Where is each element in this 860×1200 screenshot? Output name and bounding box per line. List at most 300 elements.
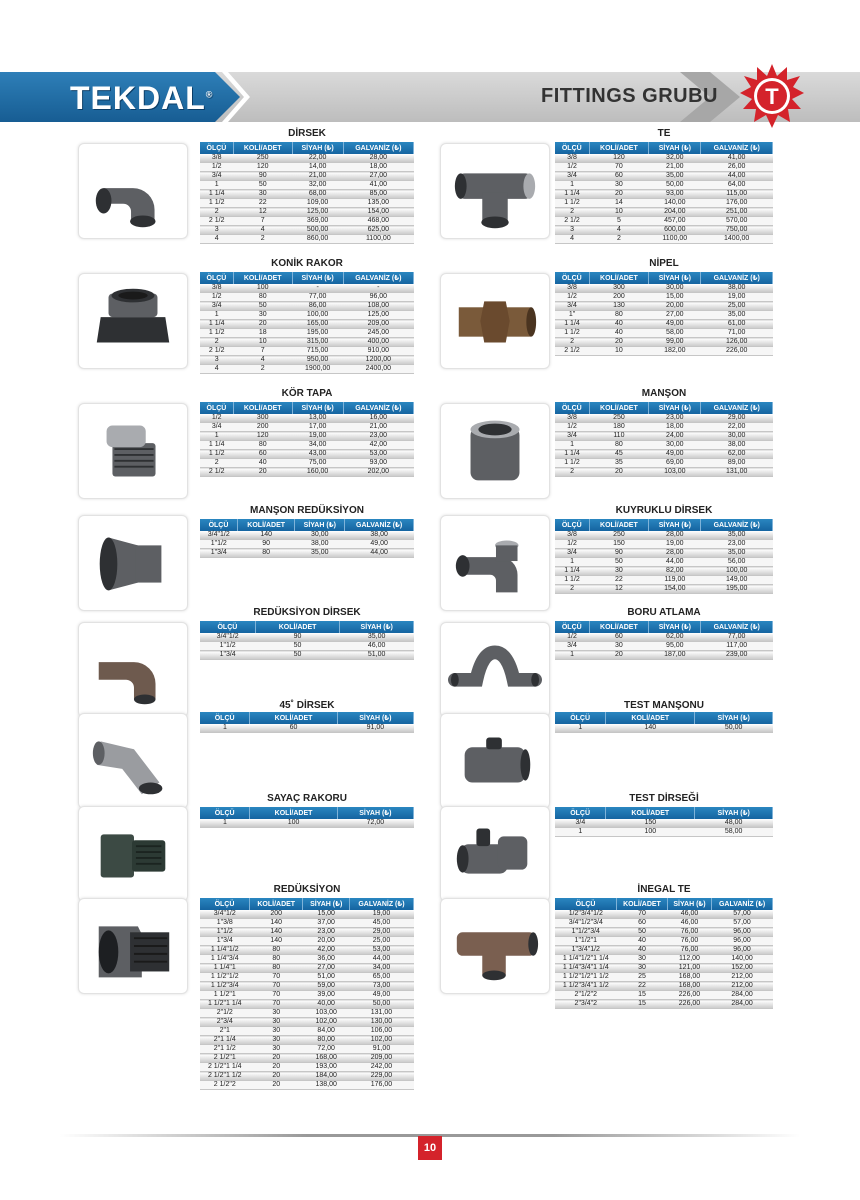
- table-cell: 120: [233, 163, 292, 172]
- table-cell: 154,00: [343, 208, 413, 217]
- table-cell: 42,00: [303, 946, 350, 955]
- table-cell: 60: [589, 633, 649, 642]
- table-row: [555, 468, 773, 477]
- table-cell: 20,00: [303, 937, 350, 946]
- table-cell: 195,00: [292, 329, 343, 338]
- table-cell: 119,00: [649, 576, 701, 585]
- table-cell: 2: [200, 459, 233, 468]
- column-header: KOLİ/ADET: [233, 272, 292, 284]
- table-cell: 100: [606, 828, 695, 837]
- table-cell: 50: [233, 181, 292, 190]
- table-cell: 1: [555, 651, 589, 660]
- table-cell: 29,00: [349, 928, 413, 937]
- price-table: [200, 621, 414, 660]
- table-row: [200, 338, 414, 347]
- table-cell: 30: [250, 1036, 303, 1045]
- column-header: GALVANİZ (₺): [345, 519, 414, 531]
- table-cell: 168,00: [667, 973, 711, 982]
- product-title: BORU ATLAMA: [627, 607, 701, 618]
- table-cell: 19,00: [349, 910, 413, 919]
- table-cell: 1 1/4"1: [200, 964, 250, 973]
- product-title: TEST MANŞONU: [624, 700, 704, 711]
- table-cell: 72,00: [337, 819, 413, 828]
- table-cell: 41,00: [343, 181, 413, 190]
- column-header: GALVANİZ (₺): [349, 898, 413, 910]
- product-photo: [78, 713, 188, 809]
- table-cell: 1 1/4: [555, 567, 589, 576]
- table-cell: 30: [589, 567, 649, 576]
- table-row: [555, 441, 773, 450]
- table-cell: 103,00: [649, 468, 701, 477]
- table-row: [555, 540, 773, 549]
- table-cell: 3/8: [555, 284, 589, 293]
- table-cell: 20,00: [649, 302, 701, 311]
- product-title: KÖR TAPA: [281, 388, 333, 399]
- price-table-header: [200, 621, 414, 633]
- table-cell: 1/2: [555, 423, 589, 432]
- table-cell: 112,00: [667, 955, 711, 964]
- column-header: ÖLÇÜ: [555, 898, 617, 910]
- table-cell: 4: [233, 226, 292, 235]
- table-cell: 77,00: [292, 293, 343, 302]
- table-cell: 1": [555, 311, 589, 320]
- table-cell: 3/4: [200, 172, 233, 181]
- table-row: [200, 468, 414, 477]
- socket-fitting-icon: [441, 404, 549, 498]
- table-cell: 68,00: [292, 190, 343, 199]
- price-table: [555, 402, 773, 477]
- table-cell: 3/8: [555, 531, 589, 540]
- product-title: 45˚ DİRSEK: [279, 700, 335, 711]
- table-cell: -: [292, 284, 343, 293]
- table-cell: 2: [200, 208, 233, 217]
- brand-badge-icon: [740, 64, 804, 128]
- table-cell: 200: [233, 423, 292, 432]
- table-cell: 750,00: [701, 226, 773, 235]
- product-photo: [440, 713, 550, 809]
- column-header: GALVANİZ (₺): [343, 142, 413, 154]
- table-cell: 1: [555, 724, 606, 733]
- column-header: KOLİ/ADET: [250, 898, 303, 910]
- column-header: KOLİ/ADET: [250, 712, 337, 724]
- table-cell: 152,00: [712, 964, 773, 973]
- table-cell: 30: [250, 1018, 303, 1027]
- table-cell: 21,00: [343, 423, 413, 432]
- product-title: TE: [657, 128, 671, 139]
- table-cell: 500,00: [292, 226, 343, 235]
- table-row: [555, 585, 773, 594]
- table-cell: 284,00: [712, 1000, 773, 1009]
- table-cell: 29,00: [701, 414, 773, 423]
- table-cell: 2: [555, 208, 589, 217]
- table-row: [555, 432, 773, 441]
- table-cell: 70: [589, 163, 649, 172]
- table-cell: 2400,00: [343, 365, 413, 374]
- table-row: [200, 235, 414, 244]
- test-socket-icon: [441, 714, 549, 808]
- table-cell: 20: [589, 338, 649, 347]
- price-table: [555, 621, 773, 660]
- table-row: [200, 284, 414, 293]
- table-row: [200, 423, 414, 432]
- table-cell: 20: [233, 320, 292, 329]
- table-cell: 110: [589, 432, 649, 441]
- table-cell: 121,00: [667, 964, 711, 973]
- table-cell: 3/4: [555, 172, 589, 181]
- table-cell: 41,00: [701, 154, 773, 163]
- column-header: ÖLÇÜ: [555, 519, 589, 531]
- table-cell: 70: [250, 973, 303, 982]
- table-cell: 30,00: [649, 284, 701, 293]
- table-row: [555, 320, 773, 329]
- price-table-header: [555, 272, 773, 284]
- table-row: [555, 910, 773, 919]
- price-table-header: [200, 807, 414, 819]
- table-row: [555, 459, 773, 468]
- table-cell: 50: [589, 558, 649, 567]
- table-row: [200, 540, 414, 549]
- table-cell: 53,00: [349, 946, 413, 955]
- table-cell: 20: [250, 1054, 303, 1063]
- table-cell: 600,00: [649, 226, 701, 235]
- table-row: [200, 633, 414, 642]
- table-cell: 1 1/2"1: [200, 991, 250, 1000]
- table-cell: 140: [250, 928, 303, 937]
- table-cell: 4: [555, 235, 589, 244]
- table-cell: 1/2"3/4"1/2: [555, 910, 617, 919]
- table-cell: 76,00: [667, 946, 711, 955]
- table-cell: 300: [233, 414, 292, 423]
- table-cell: 204,00: [649, 208, 701, 217]
- product-title: REDÜKSİYON: [273, 884, 341, 895]
- table-row: [200, 1018, 414, 1027]
- table-cell: 82,00: [649, 567, 701, 576]
- table-cell: 30,00: [295, 531, 345, 540]
- price-table: [200, 519, 414, 558]
- reducing-tee-icon: [441, 899, 549, 993]
- table-cell: 22,00: [292, 154, 343, 163]
- table-cell: 102,00: [349, 1036, 413, 1045]
- table-row: [200, 311, 414, 320]
- price-table: [555, 519, 773, 594]
- table-cell: 19,00: [701, 293, 773, 302]
- table-row: [200, 459, 414, 468]
- table-cell: 150: [606, 819, 695, 828]
- table-cell: 140: [250, 919, 303, 928]
- table-row: [555, 928, 773, 937]
- table-cell: 140,00: [712, 955, 773, 964]
- table-row: [555, 651, 773, 660]
- table-row: [200, 1000, 414, 1009]
- table-row: [555, 235, 773, 244]
- table-cell: 30: [233, 190, 292, 199]
- table-cell: 44,00: [345, 549, 414, 558]
- table-cell: 21,00: [292, 172, 343, 181]
- table-cell: 315,00: [292, 338, 343, 347]
- table-row: [555, 937, 773, 946]
- column-header: KOLİ/ADET: [589, 519, 649, 531]
- table-cell: 25: [617, 973, 668, 982]
- column-header: KOLİ/ADET: [589, 402, 649, 414]
- table-cell: 80: [589, 311, 649, 320]
- table-row: [555, 208, 773, 217]
- table-cell: 242,00: [349, 1063, 413, 1072]
- table-cell: 93,00: [649, 190, 701, 199]
- table-cell: 80: [250, 955, 303, 964]
- table-cell: 80,00: [303, 1036, 350, 1045]
- table-cell: 195,00: [701, 585, 773, 594]
- table-row: [200, 651, 414, 660]
- table-cell: 15,00: [649, 293, 701, 302]
- page-number: 10: [418, 1136, 442, 1160]
- product-photo: [440, 898, 550, 994]
- table-cell: 22: [233, 199, 292, 208]
- table-cell: 3: [200, 356, 233, 365]
- table-cell: 35,00: [649, 172, 701, 181]
- table-cell: 1100,00: [649, 235, 701, 244]
- table-cell: 44,00: [349, 955, 413, 964]
- table-cell: 20: [233, 468, 292, 477]
- table-cell: 3/8: [555, 154, 589, 163]
- column-header: GALVANİZ (₺): [701, 519, 773, 531]
- table-row: [200, 946, 414, 955]
- table-cell: 93,00: [343, 459, 413, 468]
- table-cell: 140: [606, 724, 695, 733]
- table-cell: 30: [250, 1009, 303, 1018]
- table-cell: 28,00: [649, 549, 701, 558]
- table-cell: 1 1/2"3/4: [200, 982, 250, 991]
- table-cell: 7: [233, 217, 292, 226]
- table-cell: 2"1/2: [200, 1009, 250, 1018]
- table-cell: 28,00: [343, 154, 413, 163]
- table-cell: 150: [589, 540, 649, 549]
- table-cell: 1900,00: [292, 365, 343, 374]
- table-cell: 250: [589, 414, 649, 423]
- column-header: SİYAH (₺): [337, 807, 413, 819]
- table-cell: 212,00: [712, 982, 773, 991]
- product-photo: [440, 273, 550, 369]
- price-table: [555, 807, 773, 837]
- table-cell: 100,00: [701, 567, 773, 576]
- table-cell: 1: [555, 441, 589, 450]
- table-cell: 193,00: [303, 1063, 350, 1072]
- table-cell: 80: [233, 441, 292, 450]
- table-cell: 2"3/4: [200, 1018, 250, 1027]
- table-row: [200, 1072, 414, 1081]
- table-cell: 1 1/4: [555, 450, 589, 459]
- price-table: [200, 807, 414, 828]
- table-row: [200, 964, 414, 973]
- table-row: [200, 302, 414, 311]
- table-cell: 180: [589, 423, 649, 432]
- table-row: [555, 450, 773, 459]
- product-title: KONİK RAKOR: [271, 258, 343, 269]
- table-cell: 138,00: [303, 1081, 350, 1090]
- table-cell: 60: [233, 450, 292, 459]
- column-header: ÖLÇÜ: [555, 621, 589, 633]
- table-cell: 468,00: [343, 217, 413, 226]
- table-cell: 300: [589, 284, 649, 293]
- column-header: ÖLÇÜ: [200, 621, 255, 633]
- table-cell: 1"1/2: [200, 540, 238, 549]
- table-cell: 1: [555, 558, 589, 567]
- table-row: [200, 356, 414, 365]
- table-cell: 140,00: [649, 199, 701, 208]
- table-cell: 49,00: [349, 991, 413, 1000]
- table-cell: 3/4: [555, 819, 606, 828]
- table-cell: 115,00: [701, 190, 773, 199]
- table-cell: 59,00: [303, 982, 350, 991]
- table-cell: 19,00: [649, 540, 701, 549]
- table-cell: 200: [250, 910, 303, 919]
- table-cell: 1 1/4"3/4"1 1/4: [555, 964, 617, 973]
- table-row: [555, 311, 773, 320]
- table-cell: 140: [250, 937, 303, 946]
- table-cell: 23,00: [649, 414, 701, 423]
- table-cell: 1 1/2"1/2"1 1/2: [555, 973, 617, 982]
- table-row: [555, 302, 773, 311]
- table-cell: 212,00: [712, 973, 773, 982]
- table-row: [200, 937, 414, 946]
- table-row: [200, 347, 414, 356]
- table-cell: 51,00: [340, 651, 414, 660]
- brand-registered-mark: ®: [205, 89, 214, 100]
- column-header: KOLİ/ADET: [238, 519, 295, 531]
- price-table: [200, 898, 414, 1090]
- nipple-fitting-icon: [441, 274, 549, 368]
- table-cell: 184,00: [303, 1072, 350, 1081]
- table-cell: 3/8: [555, 414, 589, 423]
- column-header: ÖLÇÜ: [555, 712, 606, 724]
- union-fitting-icon: [79, 274, 187, 368]
- product-photo: [78, 273, 188, 369]
- table-cell: 1 1/4: [555, 190, 589, 199]
- table-cell: 20: [589, 190, 649, 199]
- table-cell: 1: [200, 311, 233, 320]
- table-cell: 71,00: [701, 329, 773, 338]
- table-cell: 43,00: [292, 450, 343, 459]
- price-table-header: [555, 519, 773, 531]
- table-cell: 50: [617, 928, 668, 937]
- table-cell: 34,00: [292, 441, 343, 450]
- column-header: GALVANİZ (₺): [701, 402, 773, 414]
- table-row: [200, 320, 414, 329]
- table-cell: 18,00: [649, 423, 701, 432]
- table-cell: 60: [617, 919, 668, 928]
- table-cell: 4: [233, 356, 292, 365]
- table-cell: 90: [233, 172, 292, 181]
- table-row: [200, 190, 414, 199]
- column-header: SİYAH (₺): [695, 712, 773, 724]
- table-cell: 96,00: [343, 293, 413, 302]
- table-cell: 1: [200, 181, 233, 190]
- table-cell: 1 1/4"3/4: [200, 955, 250, 964]
- column-header: KOLİ/ADET: [606, 712, 695, 724]
- table-cell: 37,00: [303, 919, 350, 928]
- table-cell: 20: [250, 1063, 303, 1072]
- table-row: [200, 910, 414, 919]
- table-row: [555, 642, 773, 651]
- table-row: [200, 226, 414, 235]
- table-cell: 35,00: [701, 549, 773, 558]
- table-row: [200, 1063, 414, 1072]
- table-cell: 1"1/2"3/4: [555, 928, 617, 937]
- table-row: [200, 1081, 414, 1090]
- table-cell: 125,00: [343, 311, 413, 320]
- price-table-header: [555, 712, 773, 724]
- table-cell: 2 1/2"1: [200, 1054, 250, 1063]
- table-cell: 27,00: [343, 172, 413, 181]
- table-cell: 27,00: [303, 964, 350, 973]
- table-cell: 2: [589, 235, 649, 244]
- table-cell: 1: [200, 724, 250, 733]
- table-row: [555, 226, 773, 235]
- table-cell: 46,00: [340, 642, 414, 651]
- table-cell: 154,00: [649, 585, 701, 594]
- table-row: [555, 991, 773, 1000]
- table-cell: 168,00: [667, 982, 711, 991]
- table-cell: 1"3/4: [200, 651, 255, 660]
- table-cell: 10: [589, 208, 649, 217]
- table-cell: 3/8: [200, 284, 233, 293]
- table-cell: 30: [589, 642, 649, 651]
- table-cell: 209,00: [349, 1054, 413, 1063]
- table-cell: 2 1/2: [200, 468, 233, 477]
- table-row: [555, 567, 773, 576]
- table-cell: 187,00: [649, 651, 701, 660]
- table-cell: 40,00: [303, 1000, 350, 1009]
- table-cell: 3: [555, 226, 589, 235]
- table-row: [200, 642, 414, 651]
- column-header: ÖLÇÜ: [200, 807, 250, 819]
- price-table-header: [200, 142, 414, 154]
- table-cell: 56,00: [701, 558, 773, 567]
- column-header: SİYAH (₺): [649, 519, 701, 531]
- price-table-header: [555, 621, 773, 633]
- table-row: [200, 1054, 414, 1063]
- table-cell: 570,00: [701, 217, 773, 226]
- table-cell: 1/2: [200, 414, 233, 423]
- table-row: [555, 973, 773, 982]
- table-cell: 2 1/2: [200, 217, 233, 226]
- table-row: [555, 414, 773, 423]
- table-row: [200, 365, 414, 374]
- table-cell: 76,00: [667, 937, 711, 946]
- table-cell: 86,00: [292, 302, 343, 311]
- table-cell: 46,00: [667, 919, 711, 928]
- column-header: GALVANİZ (₺): [343, 402, 413, 414]
- table-cell: 42,00: [343, 441, 413, 450]
- table-row: [555, 284, 773, 293]
- table-cell: 3/4"1/2: [200, 531, 238, 540]
- table-cell: 91,00: [349, 1045, 413, 1054]
- table-row: [200, 1036, 414, 1045]
- column-header: SİYAH (₺): [292, 402, 343, 414]
- table-cell: 30: [250, 1027, 303, 1036]
- column-header: SİYAH (₺): [292, 142, 343, 154]
- table-cell: 80: [233, 293, 292, 302]
- table-cell: 1 1/4: [200, 320, 233, 329]
- table-cell: 70: [617, 910, 668, 919]
- product-photo: [78, 622, 188, 718]
- table-cell: 117,00: [701, 642, 773, 651]
- price-table-header: [555, 898, 773, 910]
- table-cell: 135,00: [343, 199, 413, 208]
- table-cell: 1 1/4"1/2: [200, 946, 250, 955]
- table-cell: 49,00: [649, 450, 701, 459]
- table-cell: 3/4: [200, 423, 233, 432]
- table-cell: 1 1/2: [555, 459, 589, 468]
